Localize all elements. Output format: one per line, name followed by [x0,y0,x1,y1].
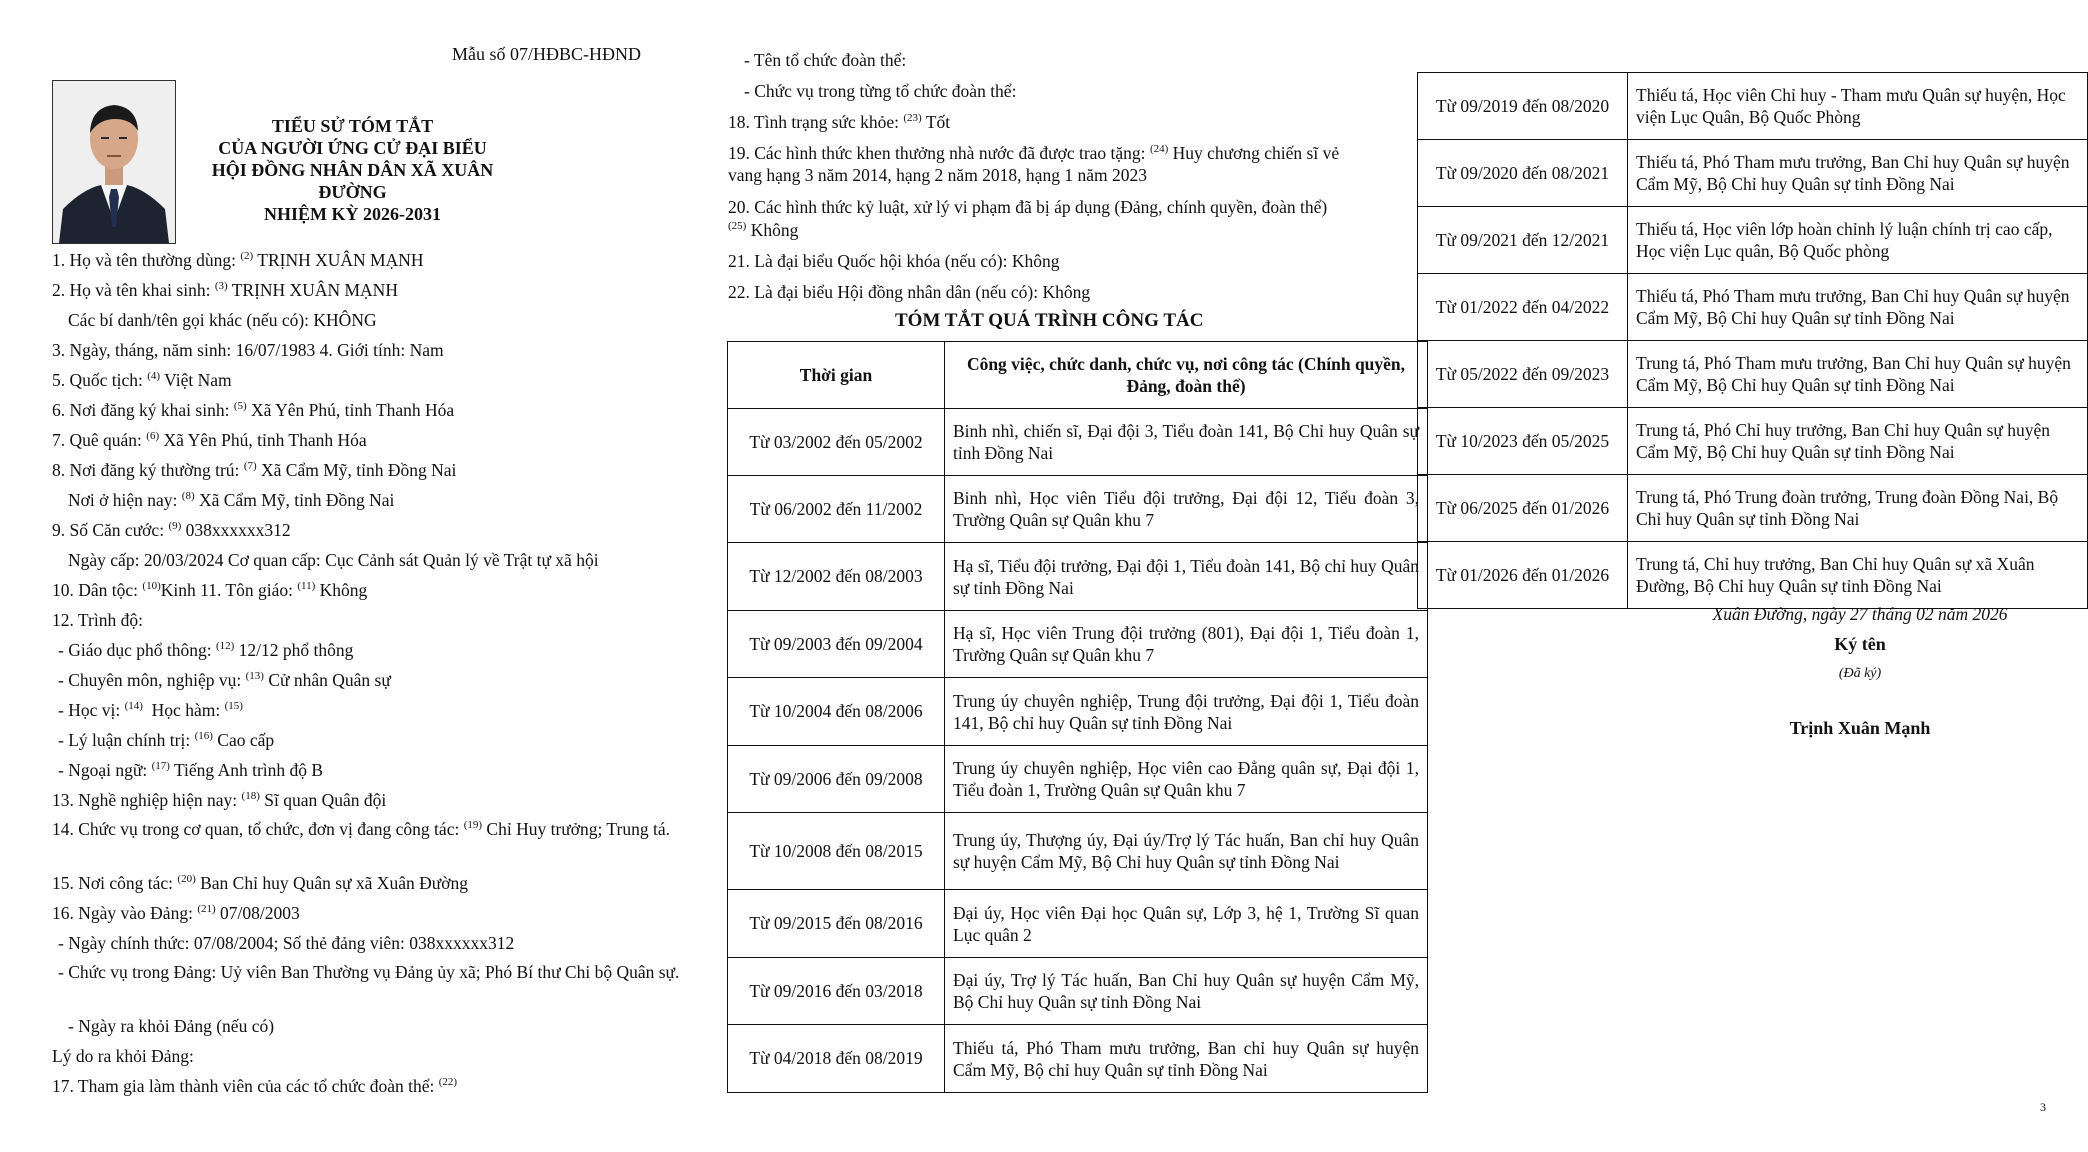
row-description: Trung tá, Phó Tham mưu trưởng, Ban Chỉ huy Quân sự huyện Cẩm Mỹ, Bộ Chỉ huy Quân sự tỉnh Đồng Nai [1628,341,2088,408]
form-code: Mẫu số 07/HĐBC-HĐND [452,44,641,64]
field-party-leave-date: - Ngày ra khỏi Đảng (nếu có) [68,1016,275,1036]
career-table-part-1 [727,341,1419,1089]
field-awards: 19. Các hình thức khen thưởng nhà nước đã được trao tặng: $^{(24)}$ Huy chương chiến sĩ vẻ vang hạng 3 năm 2014, hạng 2 năm 2018, hạng 1 năm 2023 [728,143,1340,185]
row-time: Từ 01/2026 đến 01/2026 [1418,542,1628,609]
field-party-join-date: 16. Ngày vào Đảng: $^{(21)}$ 07/08/2003 [52,903,300,923]
field-national-assembly: 21. Là đại biểu Quốc hội khóa (nếu có): Không [728,251,1060,271]
field-foreign-language: - Ngoại ngữ: $^{(17)}$ Tiếng Anh trình độ B [58,760,324,780]
page-number: 3 [2040,1100,2046,1114]
row-description: Trung úy chuyên nghiệp, Trung đội trưởng, Đại đội 1, Tiểu đoàn 141, Bộ chỉ huy Quân sự tỉnh Đồng Nai [945,678,1428,746]
career-table-continued [1417,72,2088,609]
row-description: Thiếu tá, Phó Tham mưu trưởng, Ban Chỉ huy Quân sự huyện Cẩm Mỹ, Bộ Chỉ huy Quân sự tỉnh Đồng Nai [1628,140,2088,207]
title-line-2: CỦA NGƯỜI ỨNG CỬ ĐẠI BIỂU [218,138,487,158]
row-time: Từ 10/2023 đến 05/2025 [1418,408,1628,475]
table-header-row [728,342,1428,409]
row-description: Hạ sĩ, Tiểu đội trưởng, Đại đội 1, Tiểu đoàn 141, Bộ chỉ huy Quân sự tỉnh Đồng Nai [945,543,1428,611]
signatory-name: Trịnh Xuân Mạnh [1789,718,1931,738]
row-time: Từ 05/2022 đến 09/2023 [1418,341,1628,408]
row-time: Từ 03/2002 đến 05/2002 [728,409,945,476]
row-description: Đại úy, Trợ lý Tác huấn, Ban Chỉ huy Quân sự huyện Cẩm Mỹ, Bộ Chỉ huy Quân sự tỉnh Đồng Nai [945,958,1428,1025]
portrait-photo-icon [53,81,175,243]
table-row [728,611,1428,678]
row-time: Từ 10/2008 đến 08/2015 [728,813,945,890]
row-time: Từ 09/2006 đến 09/2008 [728,746,945,813]
field-birth-registration: 6. Nơi đăng ký khai sinh: $^{(5)}$ Xã Yên Phú, tỉnh Thanh Hóa [52,400,455,420]
field-health: 18. Tình trạng sức khỏe: $^{(23)}$ Tốt [728,112,951,132]
field-organization-name: - Tên tổ chức đoàn thể: [744,50,907,70]
row-time: Từ 09/2015 đến 08/2016 [728,890,945,958]
title-line-3: HỘI ĐỒNG NHÂN DÂN XÃ XUÂN ĐƯỜNG [211,160,494,202]
row-description: Hạ sĩ, Học viên Trung đội trưởng (801), Đại đội 1, Tiểu đoàn 1, Trường Quân sự Quân khu 7 [945,611,1428,678]
field-organization-role: - Chức vụ trong từng tổ chức đoàn thể: [744,81,1017,101]
career-table [727,341,1428,1093]
table-row [728,543,1428,611]
table-row [1418,207,2088,274]
table-row [1418,341,2088,408]
field-peoples-council: 22. Là đại biểu Hội đồng nhân dân (nếu có): Không [728,282,1091,302]
row-time: Từ 04/2018 đến 08/2019 [728,1025,945,1093]
row-time: Từ 09/2021 đến 12/2021 [1418,207,1628,274]
field-ethnicity-religion: 10. Dân tộc: $^{(10)}$Kinh 11. Tôn giáo: $^{(11)}$ Không [52,580,368,600]
row-time: Từ 06/2002 đến 11/2002 [728,476,945,543]
column-header-time: Thời gian [728,342,945,409]
field-aliases: Các bí danh/tên gọi khác (nếu có): KHÔNG [68,310,377,330]
field-party-position: - Chức vụ trong Đảng: Uỷ viên Ban Thường vụ Đảng ủy xã; Phó Bí thư Chi bộ Quân sự. [58,962,680,982]
table-row [728,476,1428,543]
table-row [728,813,1428,890]
row-description: Trung tá, Phó Chỉ huy trưởng, Ban Chỉ huy Quân sự huyện Cẩm Mỹ, Bộ Chỉ huy Quân sự tỉnh Đồng Nai [1628,408,2088,475]
field-permanent-residence: 8. Nơi đăng ký thường trú: $^{(7)}$ Xã Cẩm Mỹ, tỉnh Đồng Nai [52,460,457,480]
signature-label: Ký tên [1834,634,1886,654]
field-political-theory: - Lý luận chính trị: $^{(16)}$ Cao cấp [58,730,275,750]
column-header-description: Công việc, chức danh, chức vụ, nơi công tác (Chính quyền, Đảng, đoàn thể) [945,342,1428,409]
row-description: Binh nhì, chiến sĩ, Đại đội 3, Tiểu đoàn 141, Bộ Chỉ huy Quân sự tỉnh Đồng Nai [945,409,1428,476]
row-time: Từ 09/2003 đến 09/2004 [728,611,945,678]
table-row [1418,274,2088,341]
field-degree-title: - Học vị: $^{(14)}$ Học hàm: $^{(15)}$ [58,700,243,720]
field-party-official-date: - Ngày chính thức: 07/08/2004; Số thẻ đảng viên: 038xxxxxx312 [58,933,515,953]
field-workplace: 15. Nơi công tác: $^{(20)}$ Ban Chỉ huy Quân sự xã Xuân Đường [52,873,468,893]
table-row [1418,73,2088,140]
row-time: Từ 10/2004 đến 08/2006 [728,678,945,746]
table-row [728,958,1428,1025]
row-description: Binh nhì, Học viên Tiểu đội trưởng, Đại đội 12, Tiểu đoàn 3, Trường Quân sự Quân khu 7 [945,476,1428,543]
signature-status: (Đã ký) [1838,666,1882,681]
field-nationality: 5. Quốc tịch: $^{(4)}$ Việt Nam [52,370,232,390]
table-row [1418,475,2088,542]
table-row [728,678,1428,746]
field-discipline-value: $^{(25)}$ Không [728,220,799,240]
row-time: Từ 12/2002 đến 08/2003 [728,543,945,611]
field-position: 14. Chức vụ trong cơ quan, tổ chức, đơn vị đang công tác: $^{(19)}$ Chỉ Huy trưởng; Trung tá. [52,819,670,839]
row-description: Thiếu tá, Học viên lớp hoàn chỉnh lý luận chính trị cao cấp, Học viện Lục quân, Bộ Quốc phòng [1628,207,2088,274]
row-description: Thiếu tá, Phó Tham mưu trưởng, Ban chỉ huy Quân sự huyện Cẩm Mỹ, Bộ chỉ huy Quân sự tỉnh Đồng Nai [945,1025,1428,1093]
career-table-part-2 [1417,72,2071,600]
candidate-portrait [52,80,176,244]
field-organizations: 17. Tham gia làm thành viên của các tổ chức đoàn thể: $^{(22)}$ [52,1076,458,1096]
row-description: Trung úy, Thượng úy, Đại úy/Trợ lý Tác huấn, Ban chỉ huy Quân sự huyện Cẩm Mỹ, Bộ Chỉ huy Quân sự tỉnh Đồng Nai [945,813,1428,890]
table-row [728,409,1428,476]
career-heading: TÓM TẮT QUÁ TRÌNH CÔNG TÁC [895,310,1204,331]
field-current-residence: Nơi ở hiện nay: $^{(8)}$ Xã Cẩm Mỹ, tỉnh Đồng Nai [68,490,395,510]
signature-date: Xuân Đường, ngày 27 tháng 02 năm 2026 [1712,604,2008,624]
field-general-education: - Giáo dục phổ thông: $^{(12)}$ 12/12 phổ thông [58,640,354,660]
table-row [728,890,1428,958]
row-description: Trung tá, Chỉ huy trưởng, Ban Chỉ huy Quân sự xã Xuân Đường, Bộ Chỉ huy Quân sự tỉnh Đồng Nai [1628,542,2088,609]
table-row [1418,542,2088,609]
field-hometown: 7. Quê quán: $^{(6)}$ Xã Yên Phú, tỉnh Thanh Hóa [52,430,367,450]
row-time: Từ 09/2019 đến 08/2020 [1418,73,1628,140]
field-party-leave-reason: Lý do ra khỏi Đảng: [52,1046,194,1066]
row-description: Thiếu tá, Học viên Chỉ huy - Tham mưu Quân sự huyện, Học viện Lục Quân, Bộ Quốc Phòng [1628,73,2088,140]
field-birth-name: 2. Họ và tên khai sinh: $^{(3)}$ TRỊNH XUÂN MẠNH [52,280,398,300]
field-education-heading: 12. Trình độ: [52,610,143,630]
row-time: Từ 06/2025 đến 01/2026 [1418,475,1628,542]
row-description: Trung tá, Phó Trung đoàn trưởng, Trung đoàn Đồng Nai, Bộ Chỉ huy Quân sự tỉnh Đồng Nai [1628,475,2088,542]
field-common-name: 1. Họ và tên thường dùng: $^{(2)}$ TRỊNH XUÂN MẠNH [52,250,424,270]
row-time: Từ 09/2020 đến 08/2021 [1418,140,1628,207]
table-row [1418,408,2088,475]
field-id-issue: Ngày cấp: 20/03/2024 Cơ quan cấp: Cục Cảnh sát Quản lý về Trật tự xã hội [68,550,599,570]
row-time: Từ 01/2022 đến 04/2022 [1418,274,1628,341]
field-id-number: 9. Số Căn cước: $^{(9)}$ 038xxxxxx312 [52,520,291,540]
row-description: Thiếu tá, Phó Tham mưu trưởng, Ban Chỉ huy Quân sự huyện Cẩm Mỹ, Bộ Chỉ huy Quân sự tỉnh Đồng Nai [1628,274,2088,341]
field-birthdate-gender: 3. Ngày, tháng, năm sinh: 16/07/1983 4. Giới tính: Nam [52,340,444,360]
field-discipline: 20. Các hình thức kỷ luật, xử lý vi phạm đã bị áp dụng (Đảng, chính quyền, đoàn thể) [728,197,1328,217]
document-title [210,115,495,225]
row-description: Trung úy chuyên nghiệp, Học viên cao Đẳng quân sự, Đại đội 1, Tiểu đoàn 1, Trường Quân sự Quân khu 7 [945,746,1428,813]
title-line-1: TIỂU SỬ TÓM TẮT [271,116,434,136]
field-specialization: - Chuyên môn, nghiệp vụ: $^{(13)}$ Cử nhân Quân sự [58,670,391,690]
table-row [728,746,1428,813]
row-description: Đại úy, Học viên Đại học Quân sự, Lớp 3, hệ 1, Trường Sĩ quan Lục quân 2 [945,890,1428,958]
table-row [728,1025,1428,1093]
row-time: Từ 09/2016 đến 03/2018 [728,958,945,1025]
field-occupation: 13. Nghề nghiệp hiện nay: $^{(18)}$ Sĩ quan Quân đội [52,790,387,810]
table-row [1418,140,2088,207]
title-line-4: NHIỆM KỲ 2026-2031 [264,204,441,224]
